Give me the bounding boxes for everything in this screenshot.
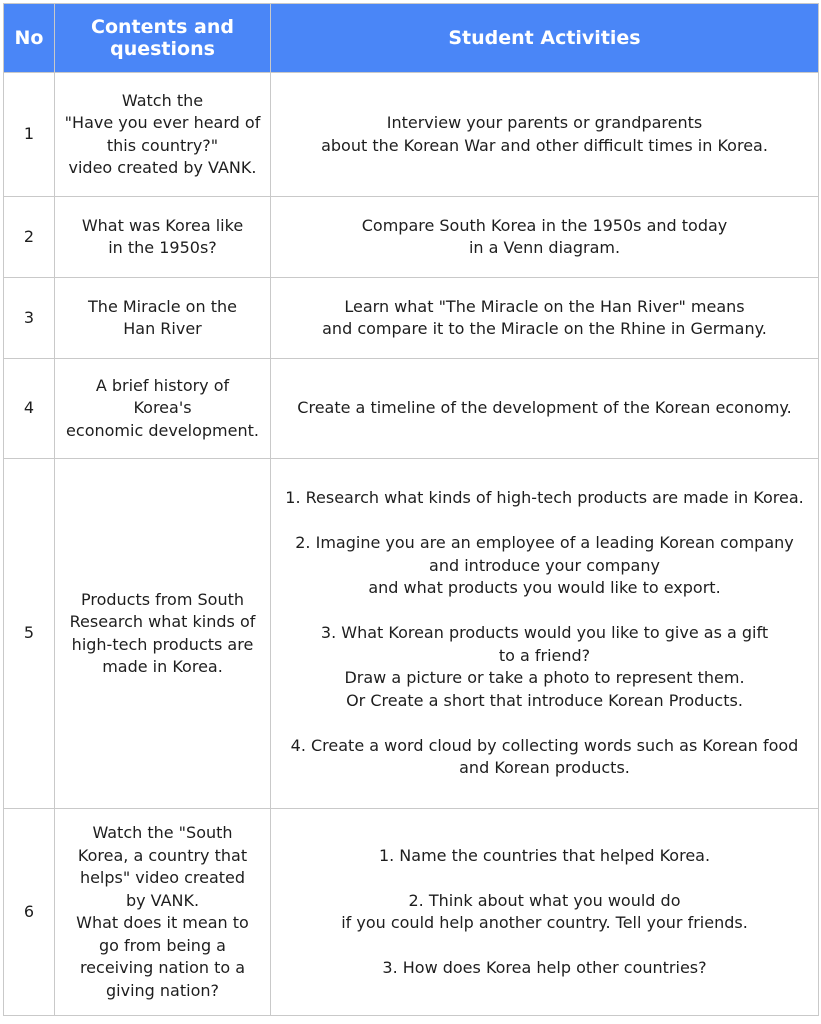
table-row bbox=[4, 359, 819, 459]
contents-line: "Have you ever heard of bbox=[64, 113, 261, 132]
activity-line: Create a timeline of the development of the Korean economy. bbox=[297, 398, 792, 418]
contents-cell bbox=[55, 359, 271, 459]
contents-line: Products from South bbox=[81, 589, 244, 609]
row-number: 4 bbox=[4, 359, 55, 459]
contents-line: Research what kinds of bbox=[69, 612, 256, 631]
contents-line: high-tech products are bbox=[71, 634, 254, 654]
header-no: No bbox=[4, 4, 55, 73]
table-row bbox=[4, 197, 819, 278]
activity-line: Interview your parents or grandparents bbox=[386, 113, 703, 132]
activity-line: 2. Imagine you are an employee of a leading Korean company bbox=[295, 533, 794, 553]
activities-cell bbox=[271, 809, 819, 1016]
contents-line: go from being a bbox=[99, 935, 226, 955]
spacer bbox=[275, 600, 814, 623]
row-number: 5 bbox=[4, 459, 55, 809]
activity-line: and Korean products. bbox=[459, 758, 630, 778]
contents-line: in the 1950s? bbox=[108, 238, 217, 257]
activity-line: 1. Name the countries that helped Korea. bbox=[378, 845, 711, 865]
activity-line: and what products you would like to export. bbox=[368, 578, 721, 598]
activities-cell bbox=[271, 197, 819, 278]
activities-cell bbox=[271, 278, 819, 359]
contents-cell bbox=[55, 459, 271, 809]
contents-line: What was Korea like bbox=[81, 215, 244, 235]
activity-line: Or Create a short that introduce Korean Products. bbox=[346, 690, 743, 710]
contents-line: Han River bbox=[123, 319, 202, 338]
contents-line: A brief history of bbox=[95, 375, 230, 395]
contents-line: giving nation? bbox=[106, 980, 219, 1000]
activity-line: if you could help another country. Tell your friends. bbox=[341, 913, 748, 932]
activity-table-wrapper bbox=[3, 3, 818, 1016]
contents-line: video created by VANK. bbox=[68, 158, 257, 177]
activity-line: Compare South Korea in the 1950s and today bbox=[361, 215, 728, 235]
activities-cell bbox=[271, 359, 819, 459]
spacer bbox=[275, 712, 814, 735]
row-number: 6 bbox=[4, 809, 55, 1016]
contents-line: by VANK. bbox=[125, 890, 200, 910]
activity-line: in a Venn diagram. bbox=[468, 238, 621, 257]
activity-line: 4. Create a word cloud by collecting words such as Korean food bbox=[290, 735, 799, 755]
row-number: 2 bbox=[4, 197, 55, 278]
activity-line: 1. Research what kinds of high-tech products are made in Korea. bbox=[285, 488, 804, 508]
header-row bbox=[4, 4, 819, 73]
table-row bbox=[4, 73, 819, 197]
activity-line: and introduce your company bbox=[429, 555, 660, 575]
header-contents bbox=[55, 4, 271, 73]
contents-line: receiving nation to a bbox=[79, 958, 246, 977]
contents-cell bbox=[55, 809, 271, 1016]
contents-cell bbox=[55, 278, 271, 359]
table-row bbox=[4, 809, 819, 1016]
contents-line: this country?" bbox=[106, 135, 219, 155]
spacer bbox=[275, 510, 814, 533]
spacer bbox=[275, 935, 814, 958]
activity-line: about the Korean War and other difficult times in Korea. bbox=[321, 135, 768, 155]
activity-line: to a friend? bbox=[498, 645, 591, 665]
contents-line: Watch the "South bbox=[92, 823, 233, 842]
row-number: 1 bbox=[4, 73, 55, 197]
header-contents-line: questions bbox=[110, 38, 215, 60]
activity-line: 2. Think about what you would do bbox=[408, 890, 681, 910]
activity-line: 3. How does Korea help other countries? bbox=[382, 958, 707, 977]
activity-line: 3. What Korean products would you like to give as a gift bbox=[320, 623, 769, 643]
activity-line: Learn what "The Miracle on the Han River" means bbox=[344, 296, 745, 316]
spacer bbox=[275, 867, 814, 890]
activities-cell bbox=[271, 459, 819, 809]
contents-line: The Miracle on the bbox=[88, 296, 237, 316]
contents-cell bbox=[55, 73, 271, 197]
contents-line: economic development. bbox=[66, 420, 259, 440]
contents-line: Korea's bbox=[133, 398, 192, 418]
contents-line: Watch the bbox=[121, 90, 204, 110]
activities-cell bbox=[271, 73, 819, 197]
contents-cell bbox=[55, 197, 271, 278]
contents-line: helps" video created bbox=[79, 868, 246, 887]
header-activities: Student Activities bbox=[271, 4, 819, 73]
table-row bbox=[4, 278, 819, 359]
contents-line: made in Korea. bbox=[102, 657, 223, 676]
activity-line: Draw a picture or take a photo to represent them. bbox=[344, 668, 745, 688]
activity-line: and compare it to the Miracle on the Rhine in Germany. bbox=[322, 319, 767, 338]
activity-table bbox=[3, 3, 819, 1016]
header-contents-line: Contents and bbox=[91, 16, 234, 38]
contents-line: What does it mean to bbox=[76, 913, 249, 932]
contents-line: Korea, a country that bbox=[77, 845, 248, 865]
table-row bbox=[4, 459, 819, 809]
row-number: 3 bbox=[4, 278, 55, 359]
